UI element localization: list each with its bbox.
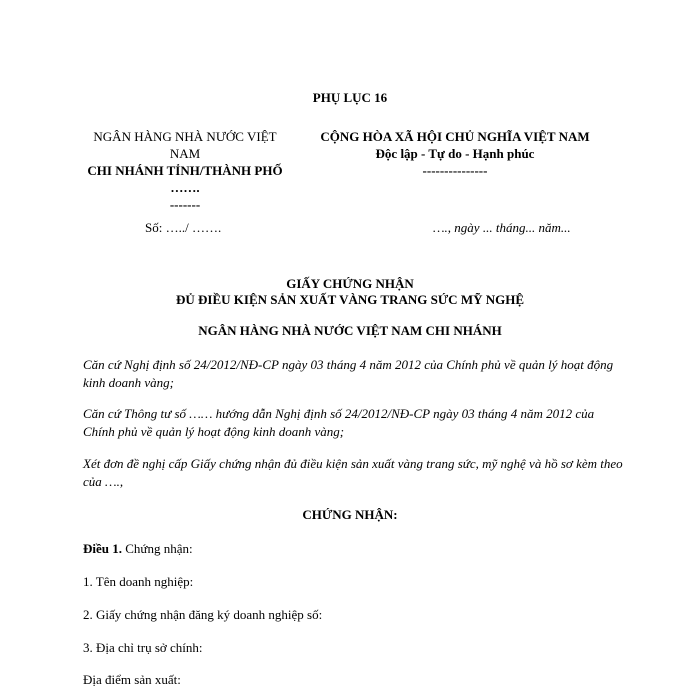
certificate-title-line2: ĐỦ ĐIỀU KIỆN SẢN XUẤT VÀNG TRANG SỨC MỸ NGHỆ <box>175 292 525 307</box>
article-1 <box>83 541 193 557</box>
decision-heading: CHỨNG NHẬN: <box>302 507 398 522</box>
certificate-title-line1: GIẤY CHỨNG NHẬN <box>286 276 414 291</box>
issuer-heading: NGÂN HÀNG NHÀ NƯỚC VIỆT NAM CHI NHÁNH <box>198 323 502 338</box>
authority-name-line1: NGÂN HÀNG NHÀ NƯỚC VIỆT <box>93 129 277 144</box>
item-enterprise-name: 1. Tên doanh nghiệp: <box>83 574 194 589</box>
item-head-office-address: 3. Địa chỉ trụ sở chính: <box>83 640 203 655</box>
article-1-text: Chứng nhận: <box>122 541 193 556</box>
item-production-location: Địa điểm sản xuất: <box>83 672 181 687</box>
issue-date: …., ngày ... tháng... năm... <box>433 220 571 235</box>
branch-divider: ------- <box>169 197 201 212</box>
preamble-paragraph-1: Căn cứ Nghị định số 24/2012/NĐ-CP ngày 03 tháng 4 năm 2012 của Chính phủ về quản lý hoạt động kinh doanh vàng; <box>83 357 614 390</box>
national-title-block <box>290 128 620 179</box>
preamble-paragraph-3: Xét đơn đề nghị cấp Giấy chứng nhận đủ điều kiện sản xuất vàng trang sức, mỹ nghệ và hồ sơ kèm theo của …., <box>83 456 623 489</box>
country-name: CỘNG HÒA XÃ HỘI CHỦ NGHĨA VIỆT NAM <box>320 129 590 144</box>
document-number: Số: …../ ……. <box>145 220 222 235</box>
branch-placeholder: ……. <box>170 180 200 195</box>
item-registration-number: 2. Giấy chứng nhận đăng ký doanh nghiệp số: <box>83 607 323 622</box>
issuing-authority-block <box>80 128 290 213</box>
appendix-title: PHỤ LỤC 16 <box>312 90 388 105</box>
branch-name: CHI NHÁNH TỈNH/THÀNH PHỐ <box>87 163 283 178</box>
national-motto: Độc lập - Tự do - Hạnh phúc <box>375 146 535 161</box>
preamble-paragraph-2: Căn cứ Thông tư số …… hướng dẫn Nghị định số 24/2012/NĐ-CP ngày 03 tháng 4 năm 2012 của Chính phủ về quản lý hoạt động kinh doanh vàng; <box>83 406 595 439</box>
certificate-title <box>0 276 700 308</box>
authority-name-line2: NAM <box>169 146 201 161</box>
article-1-label: Điều 1. <box>83 541 122 556</box>
motto-divider: --------------- <box>422 163 488 178</box>
